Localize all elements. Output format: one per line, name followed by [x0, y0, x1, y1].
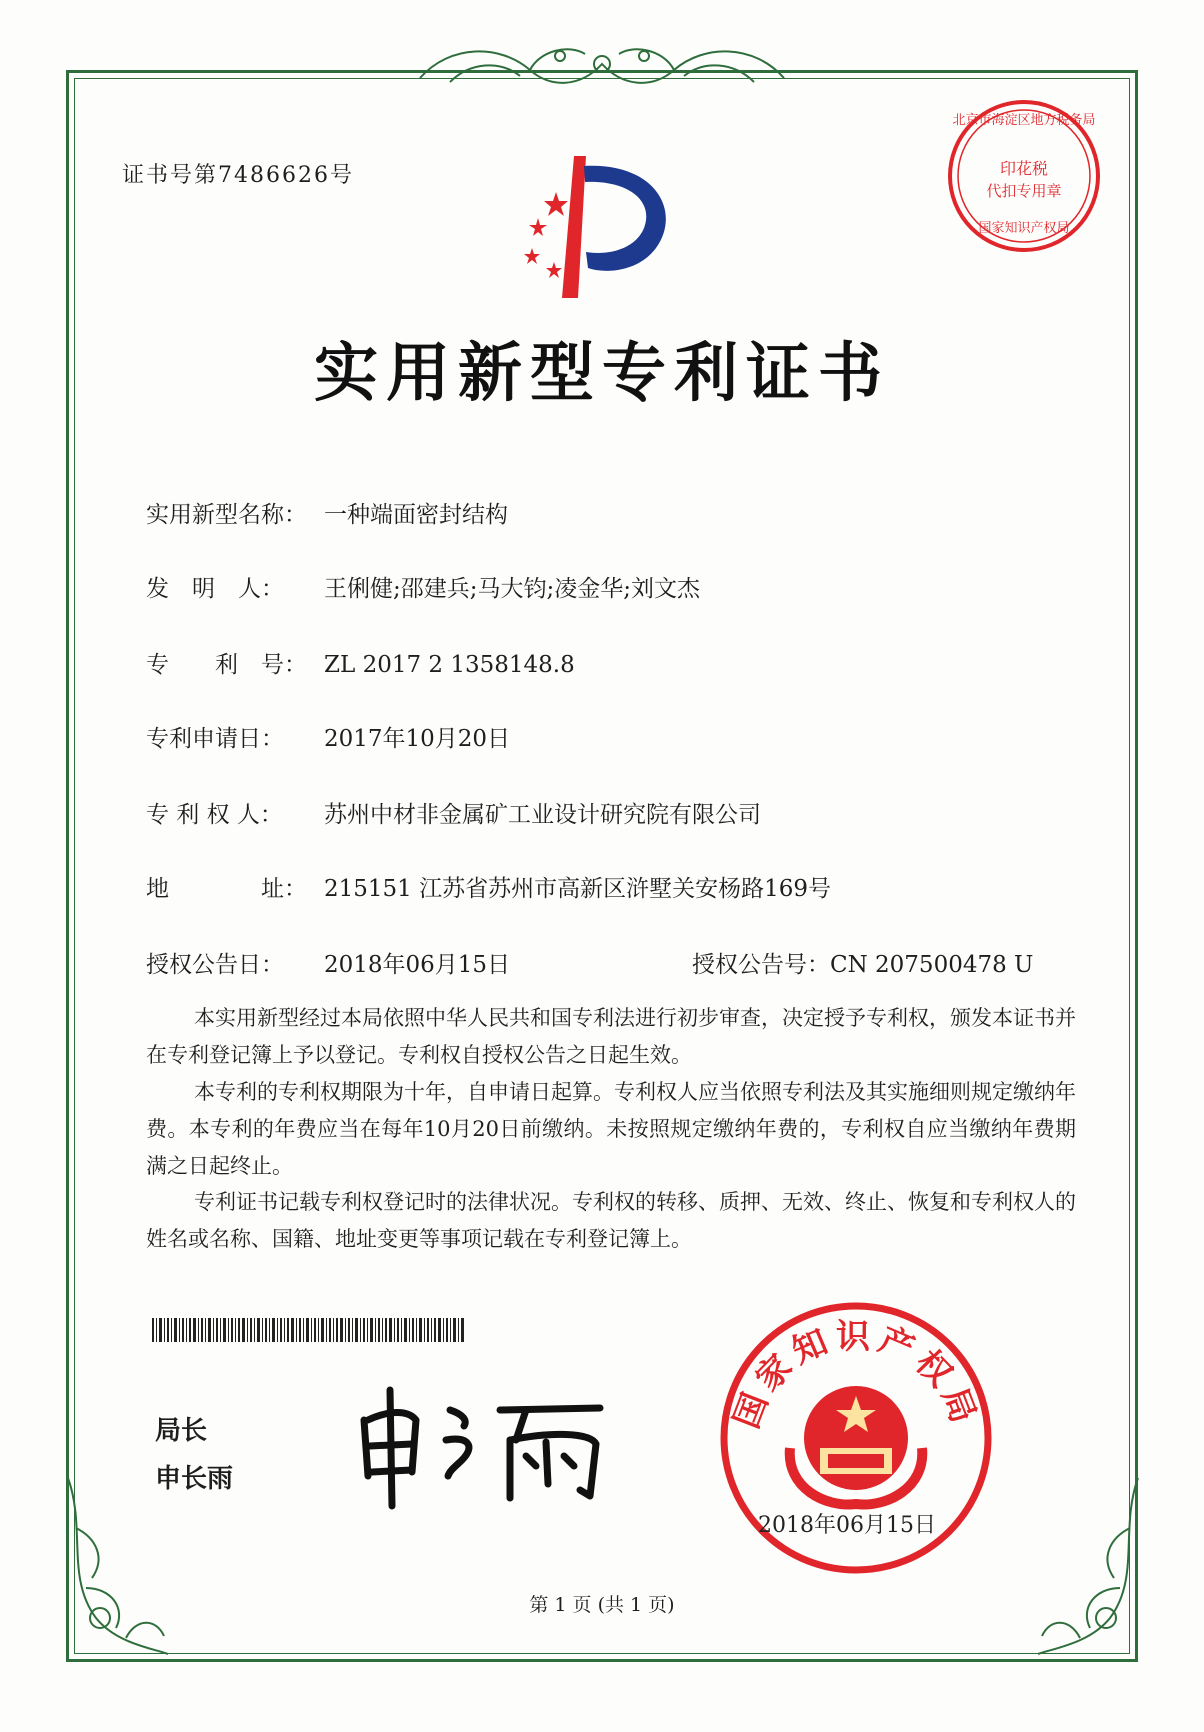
certificate-number: 证书号第7486626号 — [122, 163, 354, 188]
body-paragraph-3: 专利证书记载专利权登记时的法律状况。专利权的转移、质押、无效、终止、恢复和专利权人的姓名或名称、国籍、地址变更等事项记载在专利登记簿上。 — [146, 1190, 1076, 1251]
field-patentee — [146, 796, 761, 829]
director-title: 局长 — [155, 1416, 208, 1446]
director-signature — [350, 1380, 620, 1510]
field-grant-number — [692, 946, 1033, 979]
seal-date: 2018年06月15日 — [758, 1513, 936, 1538]
field-value: 王俐健;邵建兵;马大钧;凌金华;刘文杰 — [324, 576, 700, 602]
page-number: 第 1 页 (共 1 页) — [529, 1594, 675, 1616]
field-label: 专 利 权 人： — [146, 802, 283, 828]
body-paragraph-1: 本实用新型经过本局依照中华人民共和国专利法进行初步审查，决定授予专利权，颁发本证书并在专利登记簿上予以登记。专利权自授权公告之日起生效。 — [146, 1006, 1076, 1067]
seal-org-text: 国家知识产权局 — [726, 1317, 986, 1434]
field-value: 2017年10月20日 — [324, 726, 511, 752]
body-paragraph-2: 本专利的专利权期限为十年，自申请日起算。专利权人应当依照专利法及其实施细则规定缴纳年费。本专利的年费应当在每年10月20日前缴纳。未按照规定缴纳年费的，专利权自应当缴纳年费期满之日起终止。 — [146, 1080, 1076, 1178]
tax-seal-center-2: 代扣专用章 — [986, 182, 1062, 200]
field-grant-date — [146, 946, 510, 979]
field-label: 授权公告日： — [146, 952, 284, 978]
field-inventors — [146, 570, 700, 603]
field-label: 地 址： — [146, 876, 307, 902]
certificate-title: 实用新型专利证书 — [314, 337, 890, 411]
field-value: 苏州中材非金属矿工业设计研究院有限公司 — [324, 802, 761, 828]
director-name: 申长雨 — [155, 1464, 234, 1494]
field-label: 专利申请日： — [146, 726, 284, 752]
field-value: ZL 2017 2 1358148.8 — [324, 652, 575, 678]
national-emblem-icon — [790, 1386, 923, 1505]
field-value: 一种端面密封结构 — [324, 502, 508, 528]
field-value: 2018年06月15日 — [324, 952, 511, 978]
bottom-right-ornament — [1030, 1468, 1150, 1658]
tax-seal-center-1: 印花税 — [999, 159, 1049, 178]
field-label: 授权公告号： — [692, 952, 830, 978]
field-label: 发 明 人： — [146, 576, 284, 602]
bottom-left-ornament — [56, 1468, 176, 1658]
tax-seal-bottom-text: 国家知识产权局 — [978, 221, 1070, 236]
tax-seal-ring-text: 北京市海淀区地方税务局 — [952, 113, 1096, 128]
field-value: 215151 江苏省苏州市高新区浒墅关安杨路169号 — [324, 876, 832, 902]
barcode — [152, 1318, 464, 1342]
field-label: 专 利 号： — [146, 652, 307, 678]
top-ornament — [410, 34, 794, 98]
field-label: 实用新型名称： — [146, 502, 307, 528]
field-patent-number — [146, 646, 575, 679]
field-filing-date — [146, 720, 510, 753]
field-address — [146, 870, 831, 903]
field-utility-model-name — [146, 496, 508, 529]
tax-bureau-seal — [944, 96, 1104, 256]
field-value: CN 207500478 U — [830, 952, 1034, 978]
cnipa-logo — [506, 152, 696, 302]
